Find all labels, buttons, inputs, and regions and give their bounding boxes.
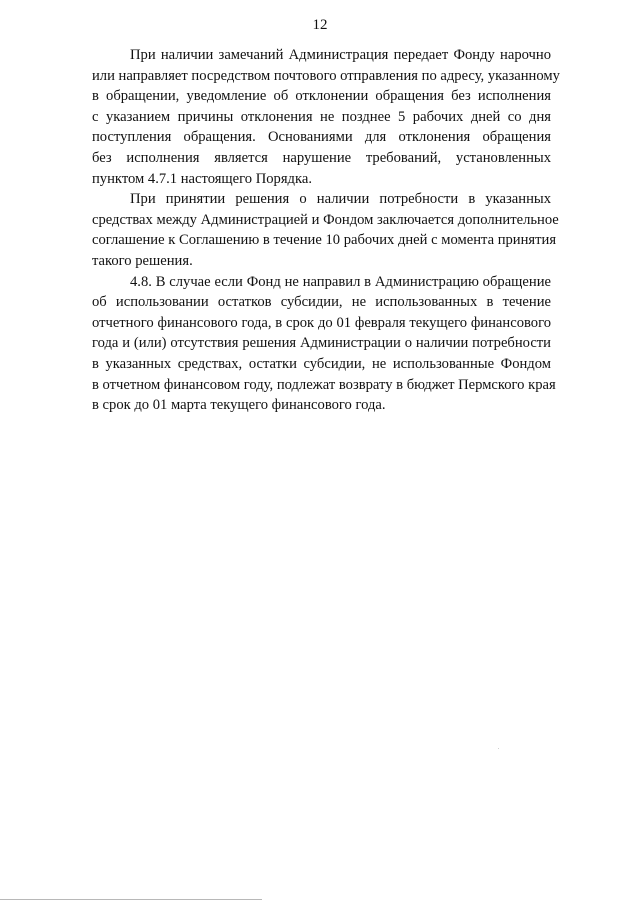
text-line: соглашение к Соглашению в течение 10 рабочих дней с момента принятия — [92, 232, 557, 249]
text-line: об использовании остатков субсидии, не использованных в течение — [92, 294, 551, 311]
paragraph-clause-4-8 — [92, 272, 556, 416]
text-line: в обращении, уведомление об отклонении обращения без исполнения — [92, 88, 551, 105]
text-line: в отчетном финансовом году, подлежат возврату в бюджет Пермского края — [92, 376, 556, 393]
text-line: года и (или) отсутствия решения Администрации о наличии потребности — [92, 335, 551, 352]
text-line: поступления обращения. Основаниями для отклонения обращения — [92, 129, 551, 146]
text-line: в указанных средствах, остатки субсидии, не использованные Фондом — [92, 355, 551, 372]
page-number: 12 — [312, 17, 328, 33]
text-line: с указанием причины отклонения не позднее 5 рабочих дней со дня — [92, 108, 551, 125]
text-line: такого решения. — [92, 252, 193, 269]
text-line: или направляет посредством почтового отправления по адресу, указанному — [92, 67, 560, 84]
text-line: в срок до 01 марта текущего финансового года. — [92, 397, 386, 414]
paragraph-additional-agreement — [92, 189, 559, 271]
text-line: без исполнения является нарушение требований, установленных — [92, 149, 551, 166]
text-line: средствах между Администрацией и Фондом заключается дополнительное — [92, 211, 559, 228]
bottom-rule-divider — [0, 899, 262, 900]
document-body — [92, 45, 560, 416]
text-line: При принятии решения о наличии потребности в указанных — [130, 191, 551, 208]
text-line: При наличии замечаний Администрация передает Фонду нарочно — [130, 47, 551, 63]
text-line: отчетного финансового года, в срок до 01 февраля текущего финансового — [92, 314, 551, 331]
scan-speck — [498, 748, 499, 749]
text-line: пунктом 4.7.1 настоящего Порядка. — [92, 170, 312, 187]
text-line: 4.8. В случае если Фонд не направил в Администрацию обращение — [130, 273, 551, 290]
paragraph-rejection-notice — [92, 45, 560, 189]
